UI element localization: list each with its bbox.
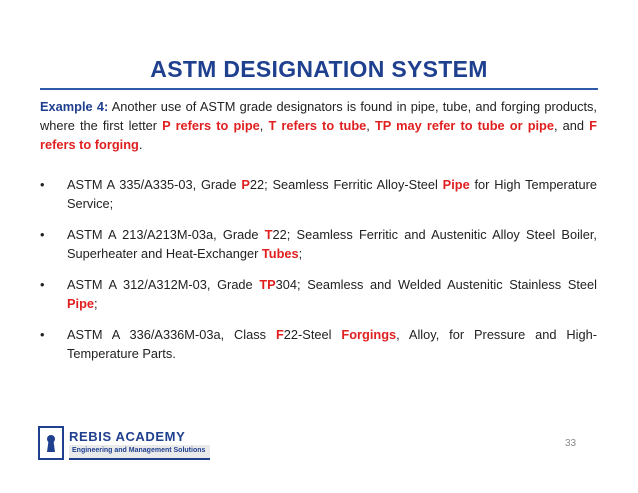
body-text: ;: [298, 246, 303, 261]
title-underline: [40, 88, 598, 90]
highlight-text: F: [275, 327, 284, 342]
body-text: ASTM A 312/A312M-03, Grade: [67, 277, 260, 292]
highlight-text: TP: [259, 277, 276, 292]
highlight-text: F refers to forging: [40, 118, 597, 152]
highlight-text: Tubes: [261, 246, 299, 261]
body-text: ,: [259, 118, 269, 133]
bullet-icon: •: [40, 227, 45, 242]
highlight-text: Pipe: [442, 177, 470, 192]
intro-paragraph: [40, 97, 597, 154]
highlight-text: T refers to tube: [268, 118, 367, 133]
highlight-text: Forgings: [341, 327, 397, 342]
body-text: ;: [94, 296, 98, 311]
body-text: 22; Seamless Ferritic and Austenitic Alloy Steel Boiler, Superheater and Heat-Exchanger: [67, 227, 597, 261]
body-text: 22; Seamless Ferritic Alloy-Steel: [249, 177, 443, 192]
highlight-text: TP may refer to tube or pipe: [374, 118, 554, 133]
logo-tagline: Engineering and Management Solutions: [72, 447, 206, 454]
highlight-text: Example 4:: [40, 99, 109, 114]
page-number: 33: [565, 438, 577, 449]
bullet-icon: •: [40, 177, 45, 192]
body-text: 22-Steel: [283, 327, 342, 342]
body-text: , and: [554, 118, 590, 133]
highlight-text: Pipe: [67, 296, 95, 311]
body-text: , Alloy, for Pressure and High-Temperature Parts.: [67, 327, 597, 361]
body-text: ASTM A 336/A336M-03a, Class: [67, 327, 276, 342]
keyhole-icon: [38, 426, 64, 460]
list-item: [40, 225, 597, 263]
logo-name: REBIS ACADEMY: [69, 429, 186, 444]
body-text: 304; Seamless and Welded Austenitic Stainless Steel: [275, 277, 597, 292]
highlight-text: T: [264, 227, 273, 242]
rebis-academy-logo: [38, 426, 210, 460]
list-item: [40, 275, 597, 313]
designation-list: [40, 175, 597, 375]
body-text: for High Temperature Service;: [67, 177, 597, 211]
bullet-icon: •: [40, 277, 45, 292]
list-item: [40, 325, 597, 363]
body-text: ASTM A 335/A335-03, Grade: [67, 177, 242, 192]
list-item: [40, 175, 597, 213]
highlight-text: P: [241, 177, 250, 192]
body-text: ,: [366, 118, 375, 133]
slide-title: ASTM DESIGNATION SYSTEM: [150, 56, 488, 82]
body-text: .: [138, 137, 143, 152]
body-text: ASTM A 213/A213M-03a, Grade: [67, 227, 265, 242]
bullet-icon: •: [40, 327, 45, 342]
body-text: Another use of ASTM grade designators is found in pipe, tube, and forging products, where the first letter: [40, 99, 597, 133]
highlight-text: P refers to pipe: [162, 118, 260, 133]
